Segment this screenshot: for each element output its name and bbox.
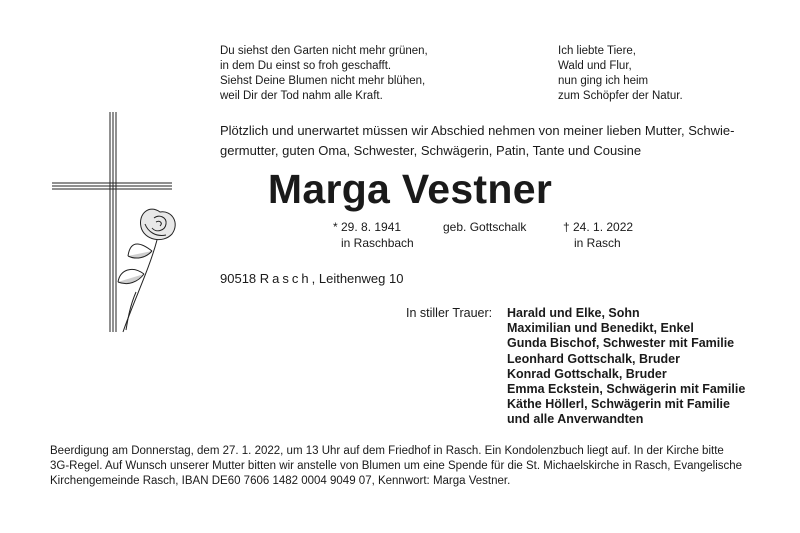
funeral-notice-line: Beerdigung am Donnerstag, dem 27. 1. 2022, um 13 Uhr auf dem Friedhof in Rasch. Ein Kondolenzbuch liegt auf. In der Kirche bitte [50, 445, 724, 457]
mourners-list [507, 306, 745, 428]
maiden-name [443, 219, 526, 235]
cross-with-rose-emblem [48, 110, 178, 340]
birth-place: in Raschbach [341, 236, 414, 250]
mourner-item: Konrad Gottschalk, Bruder [507, 366, 667, 381]
mourner-item: Maximilian und Benedikt, Enkel [507, 321, 694, 336]
poem-right-line: Wald und Flur, [558, 60, 632, 72]
address-zip: 90518 [220, 271, 257, 286]
poem-left-line: weil Dir der Tod nahm alle Kraft. [220, 90, 383, 102]
poem-left-line: Du siehst den Garten nicht mehr grünen, [220, 45, 428, 57]
poem-left-line: Siehst Deine Blumen nicht mehr blühen, [220, 75, 426, 87]
death-info [563, 219, 633, 251]
mourner-item: und alle Anverwandten [507, 412, 644, 427]
mourner-item: Harald und Elke, Sohn [507, 306, 640, 320]
birth-date: * 29. 8. 1941 [333, 220, 402, 234]
poem-right-line: zum Schöpfer der Natur. [558, 90, 683, 102]
birth-info [333, 219, 414, 251]
address-street: , Leithenweg 10 [311, 271, 404, 286]
poem-left [220, 44, 428, 104]
rose-icon [118, 209, 175, 332]
intro-text [220, 121, 760, 161]
death-place: in Rasch [574, 236, 621, 250]
funeral-notice-line: 3G-Regel. Auf Wunsch unserer Mutter bitten wir anstelle von Blumen um eine Spende für die St. Michaelskirche in Rasch, Evangelische [50, 460, 743, 472]
maiden-name-text: geb. Gottschalk [443, 220, 527, 234]
intro-line: Plötzlich und unerwartet müssen wir Abschied nehmen von meiner lieben Mutter, Schwie- [220, 123, 735, 138]
poem-right-line: Ich liebte Tiere, [558, 45, 636, 57]
poem-right-line: nun ging ich heim [558, 75, 649, 87]
funeral-notice [50, 444, 770, 489]
deceased-name: Marga Vestner [267, 166, 553, 212]
intro-line: germutter, guten Oma, Schwester, Schwägerin, Patin, Tante und Cousine [220, 143, 642, 158]
funeral-notice-line: Kirchengemeinde Rasch, IBAN DE60 7606 1482 0004 9049 07, Kennwort: Marga Vestner. [50, 475, 511, 487]
mourner-item: Emma Eckstein, Schwägerin mit Familie [507, 382, 746, 397]
death-date: † 24. 1. 2022 [563, 220, 634, 234]
family-address [220, 271, 403, 286]
poem-right [558, 44, 683, 104]
poem-left-line: in dem Du einst so froh geschafft. [220, 60, 392, 72]
mourning-label: In stiller Trauer: [406, 306, 493, 320]
mourner-item: Gunda Bischof, Schwester mit Familie [507, 336, 735, 351]
address-town: Rasch [259, 271, 312, 286]
mourner-item: Käthe Höllerl, Schwägerin mit Familie [507, 397, 730, 412]
mourner-item: Leonhard Gottschalk, Bruder [507, 351, 680, 366]
